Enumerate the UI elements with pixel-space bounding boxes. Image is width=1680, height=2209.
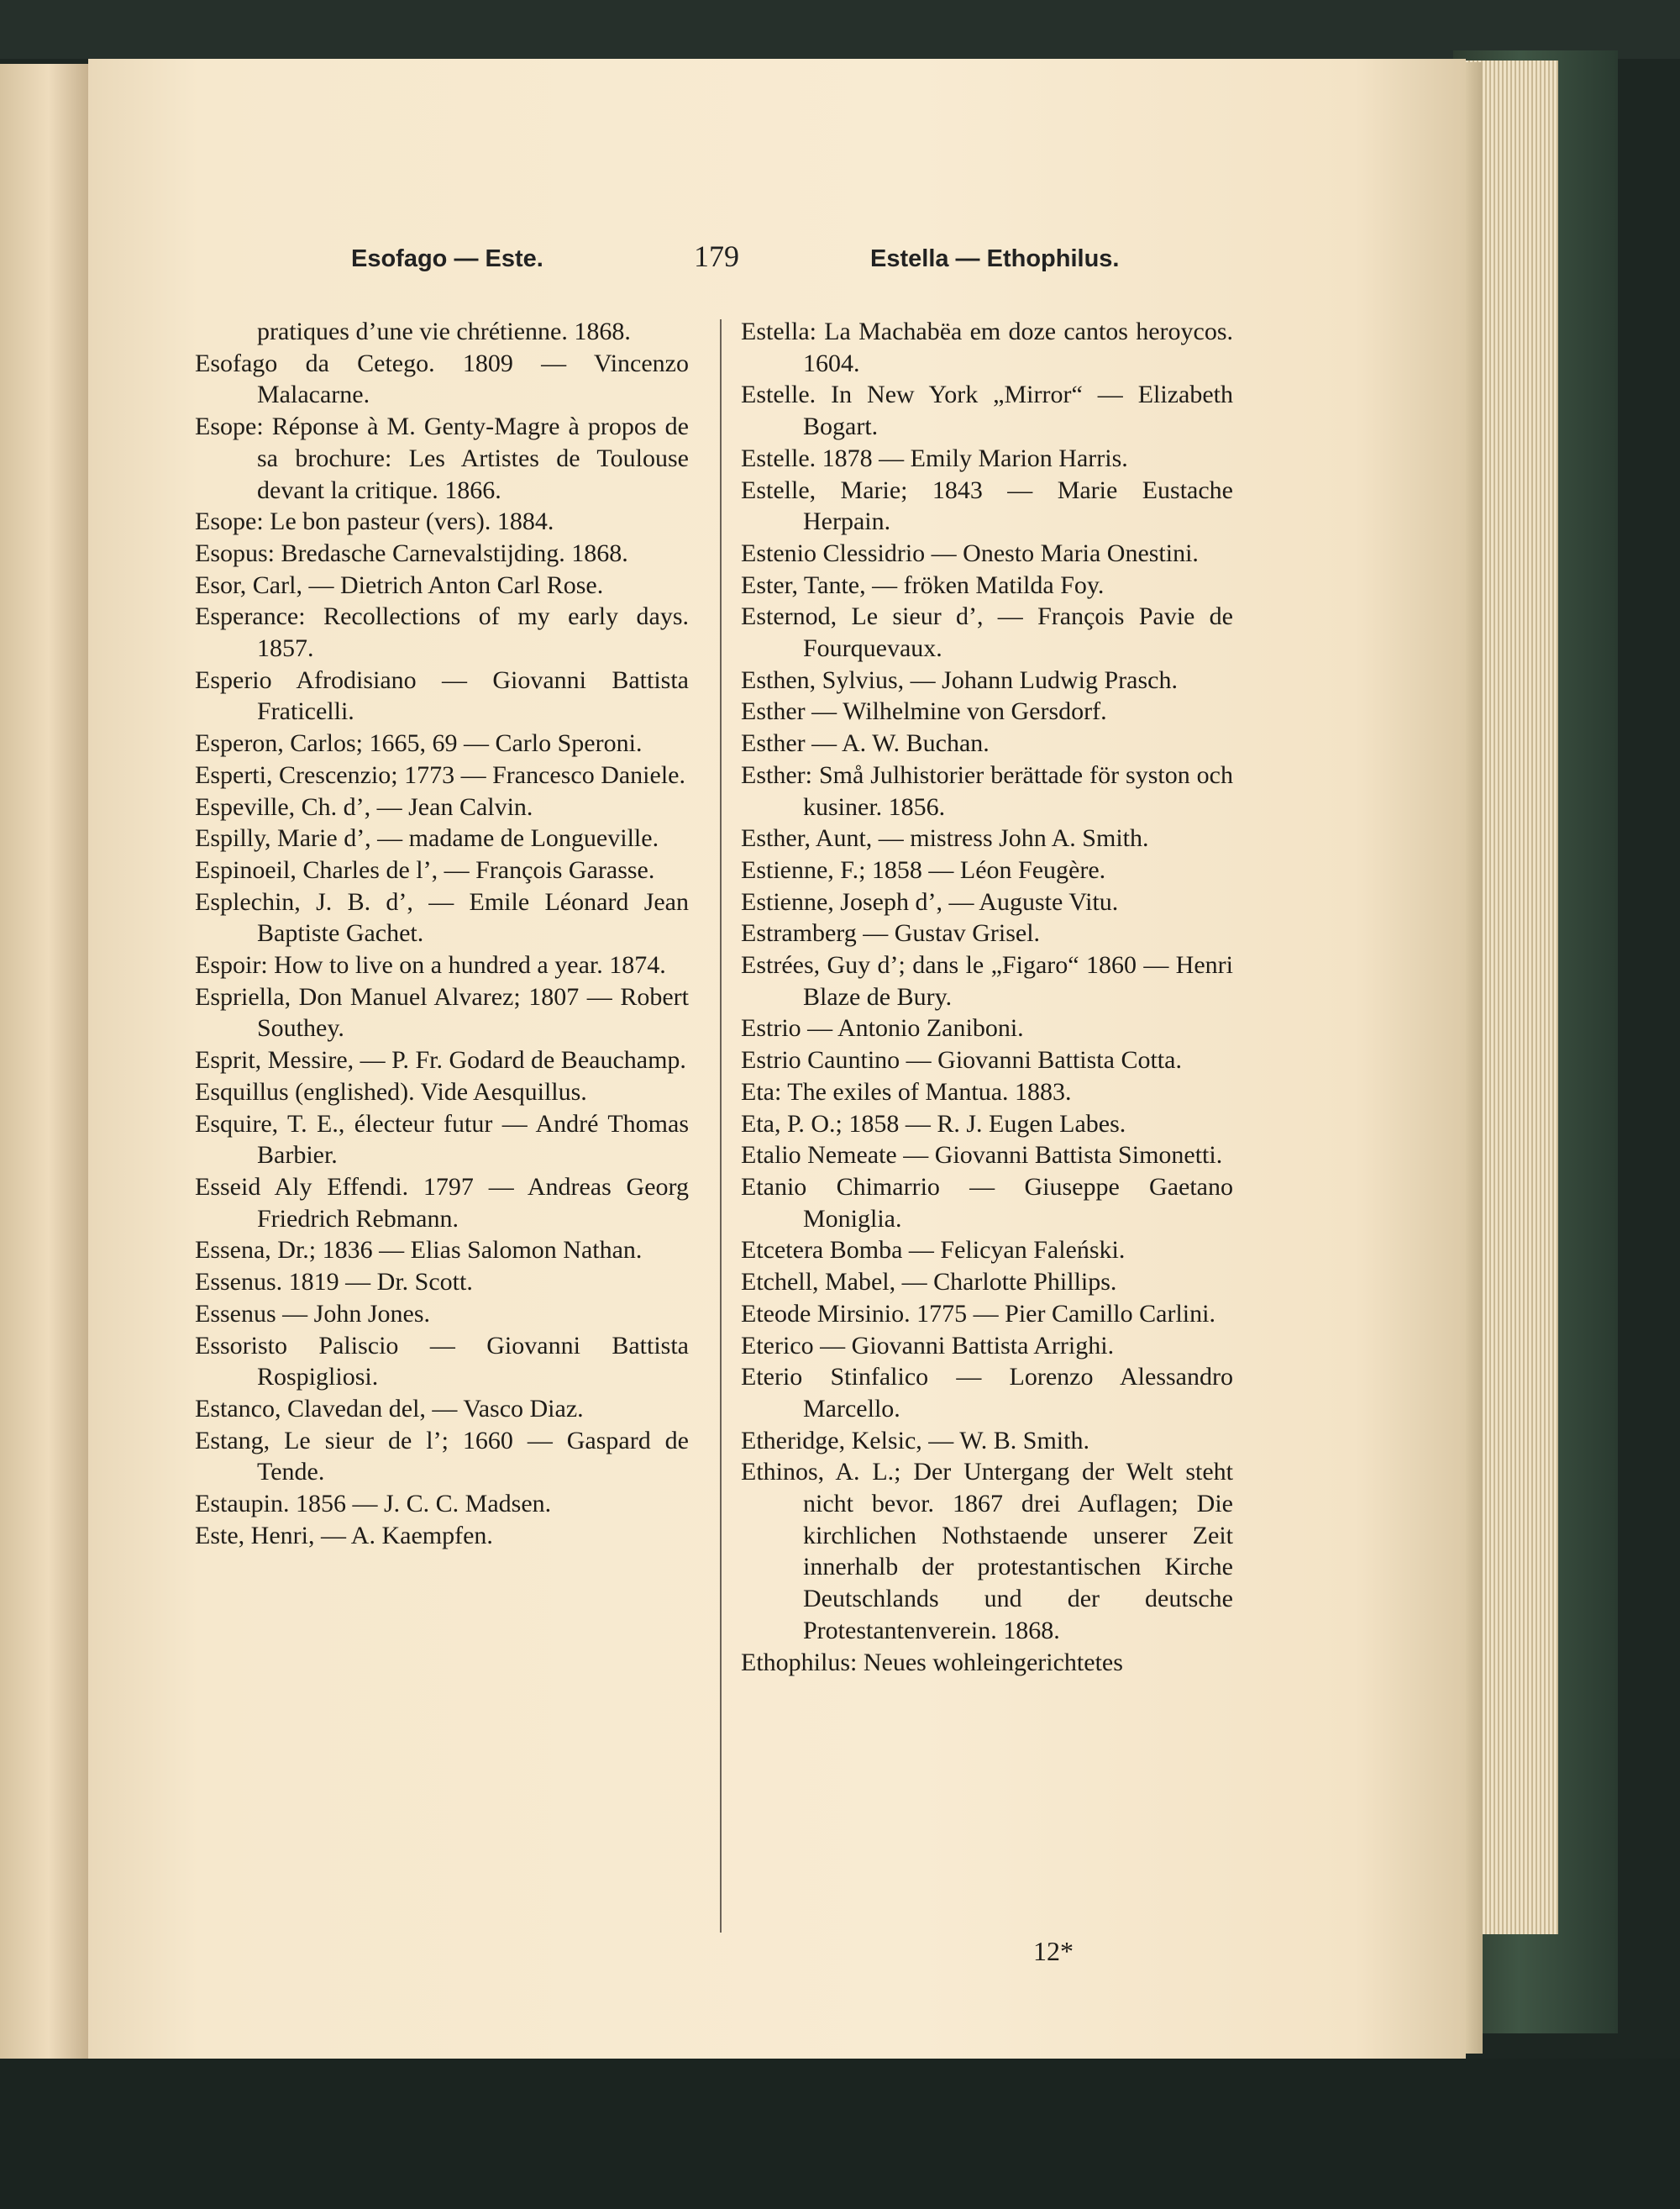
index-entry: Espeville, Ch. d’, — Jean Calvin. (195, 792, 533, 821)
page-number: 179 (694, 239, 739, 273)
index-entry: Etalio Nemeate — Giovanni Battista Simonetti. (741, 1141, 1223, 1170)
index-entry: Estaupin. 1856 — J. C. C. Madsen. (195, 1490, 552, 1518)
index-entry: Esperance: Recollections of my early days. 1857. (195, 602, 689, 663)
running-head-right: Estella — Ethophilus. (870, 245, 1120, 272)
index-entry: Esope: Réponse à M. Genty-Magre à propos de sa brochure: Les Artistes de Toulouse devant la critique. 1866. (195, 413, 689, 504)
right-column (741, 316, 1233, 1678)
index-entry: Esther: Små Julhistorier berättade för syston och kusiner. 1856. (741, 760, 1233, 821)
index-entry: Esther, Aunt, — mistress John A. Smith. (741, 824, 1149, 853)
index-entry: Estelle. 1878 — Emily Marion Harris. (741, 444, 1128, 472)
index-entry: Esther — A. W. Buchan. (741, 729, 990, 758)
index-entry: Esplechin, J. B. d’, — Emile Léonard Jean Baptiste Gachet. (195, 887, 689, 948)
index-entry: Estelle. In New York „Mirror“ — Elizabeth Bogart. (741, 381, 1233, 441)
index-entry: Estramberg — Gustav Grisel. (741, 919, 1041, 948)
index-entry: Eteode Mirsinio. 1775 — Pier Camillo Carlini. (741, 1299, 1215, 1328)
index-entry: Espoir: How to live on a hundred a year. 1874. (195, 951, 666, 980)
index-entry: pratiques d’une vie chrétienne. 1868. (257, 318, 631, 345)
index-entry: Estienne, Joseph d’, — Auguste Vitu. (741, 887, 1119, 916)
index-entry: Estelle, Marie; 1843 — Marie Eustache Herpain. (741, 476, 1233, 536)
index-entry: Essenus. 1819 — Dr. Scott. (195, 1268, 473, 1296)
signature-mark: 12* (1033, 1936, 1074, 1966)
column-divider (720, 319, 722, 1933)
index-entry: Etheridge, Kelsic, — W. B. Smith. (741, 1426, 1089, 1454)
index-entry: Essenus — John Jones. (195, 1299, 431, 1328)
index-entry: Ethinos, A. L.; Der Untergang der Welt steht nicht bevor. 1867 drei Auflagen; Die kirchlichen Nothstaende unserer Zeit innerhalb der protestantischen Kirche Deutschlands und der deutsche Protestantenverein. 1868. (741, 1458, 1233, 1644)
index-entry: Estrio Cauntino — Giovanni Battista Cotta. (741, 1046, 1182, 1075)
page-stack-shadow (1466, 62, 1483, 2054)
index-entry: Etchell, Mabel, — Charlotte Phillips. (741, 1268, 1117, 1296)
index-entry: Ester, Tante, — fröken Matilda Foy. (741, 571, 1105, 599)
index-entry: Essoristo Paliscio — Giovanni Battista Rospigliosi. (195, 1331, 689, 1391)
index-entry: Estella: La Machabëa em doze cantos heroycos. 1604. (741, 318, 1233, 377)
index-entry: Espilly, Marie d’, — madame de Longueville. (195, 824, 659, 853)
index-entry: Etanio Chimarrio — Giuseppe Gaetano Moniglia. (741, 1172, 1233, 1233)
index-entry: Estenio Clessidrio — Onesto Maria Onestini. (741, 539, 1199, 567)
index-entry: Esquillus (englished). Vide Aesquillus. (195, 1077, 587, 1106)
index-entry: Essena, Dr.; 1836 — Elias Salomon Nathan. (195, 1236, 643, 1265)
index-entry: Esthen, Sylvius, — Johann Ludwig Prasch. (741, 665, 1178, 694)
index-entry: Esseid Aly Effendi. 1797 — Andreas Georg Friedrich Rebmann. (195, 1172, 689, 1233)
index-entry: Eterio Stinfalico — Lorenzo Alessandro Marcello. (741, 1363, 1233, 1423)
index-entry: Estrio — Antonio Zaniboni. (741, 1014, 1024, 1043)
index-entry: Eterico — Giovanni Battista Arrighi. (741, 1331, 1115, 1360)
left-column (195, 316, 689, 1551)
index-entry: Etcetera Bomba — Felicyan Faleński. (741, 1236, 1126, 1265)
index-entry: Este, Henri, — A. Kaempfen. (195, 1521, 493, 1549)
index-entry: Estanco, Clavedan del, — Vasco Diaz. (195, 1394, 584, 1423)
index-entry: Esor, Carl, — Dietrich Anton Carl Rose. (195, 571, 604, 599)
index-entry: Esperti, Crescenzio; 1773 — Francesco Daniele. (195, 760, 685, 789)
index-entry: Esope: Le bon pasteur (vers). 1884. (195, 508, 554, 536)
index-entry: Estrées, Guy d’; dans le „Figaro“ 1860 — Henri Blaze de Bury. (741, 951, 1233, 1011)
index-entry: Ethophilus: Neues wohleingerichtetes (741, 1648, 1123, 1676)
index-entry: Espriella, Don Manuel Alvarez; 1807 — Robert Southey. (195, 982, 689, 1043)
facing-page-edge (0, 64, 88, 2067)
index-entry: Esperon, Carlos; 1665, 69 — Carlo Speroni. (195, 729, 643, 758)
index-entry: Esofago da Cetego. 1809 — Vincenzo Malacarne. (195, 349, 689, 409)
index-entry: Eta: The exiles of Mantua. 1883. (741, 1077, 1072, 1106)
index-entry: Esternod, Le sieur d’, — François Pavie de Fourquevaux. (741, 602, 1233, 663)
index-entry: Eta, P. O.; 1858 — R. J. Eugen Labes. (741, 1109, 1126, 1138)
background-bottom (0, 2059, 1680, 2209)
index-entry: Estang, Le sieur de l’; 1660 — Gaspard de Tende. (195, 1426, 689, 1486)
index-entry: Estienne, F.; 1858 — Léon Feugère. (741, 855, 1106, 884)
background-top (0, 0, 1680, 59)
index-entry: Esperio Afrodisiano — Giovanni Battista Fraticelli. (195, 665, 689, 726)
index-entry: Esther — Wilhelmine von Gersdorf. (741, 697, 1107, 726)
index-entry: Esprit, Messire, — P. Fr. Godard de Beauchamp. (195, 1046, 686, 1075)
index-entry: Espinoeil, Charles de l’, — François Garasse. (195, 855, 655, 884)
running-head-left: Esofago — Este. (351, 245, 543, 272)
index-entry: Esopus: Bredasche Carnevalstijding. 1868. (195, 539, 628, 567)
index-entry: Esquire, T. E., électeur futur — André Thomas Barbier. (195, 1109, 689, 1170)
